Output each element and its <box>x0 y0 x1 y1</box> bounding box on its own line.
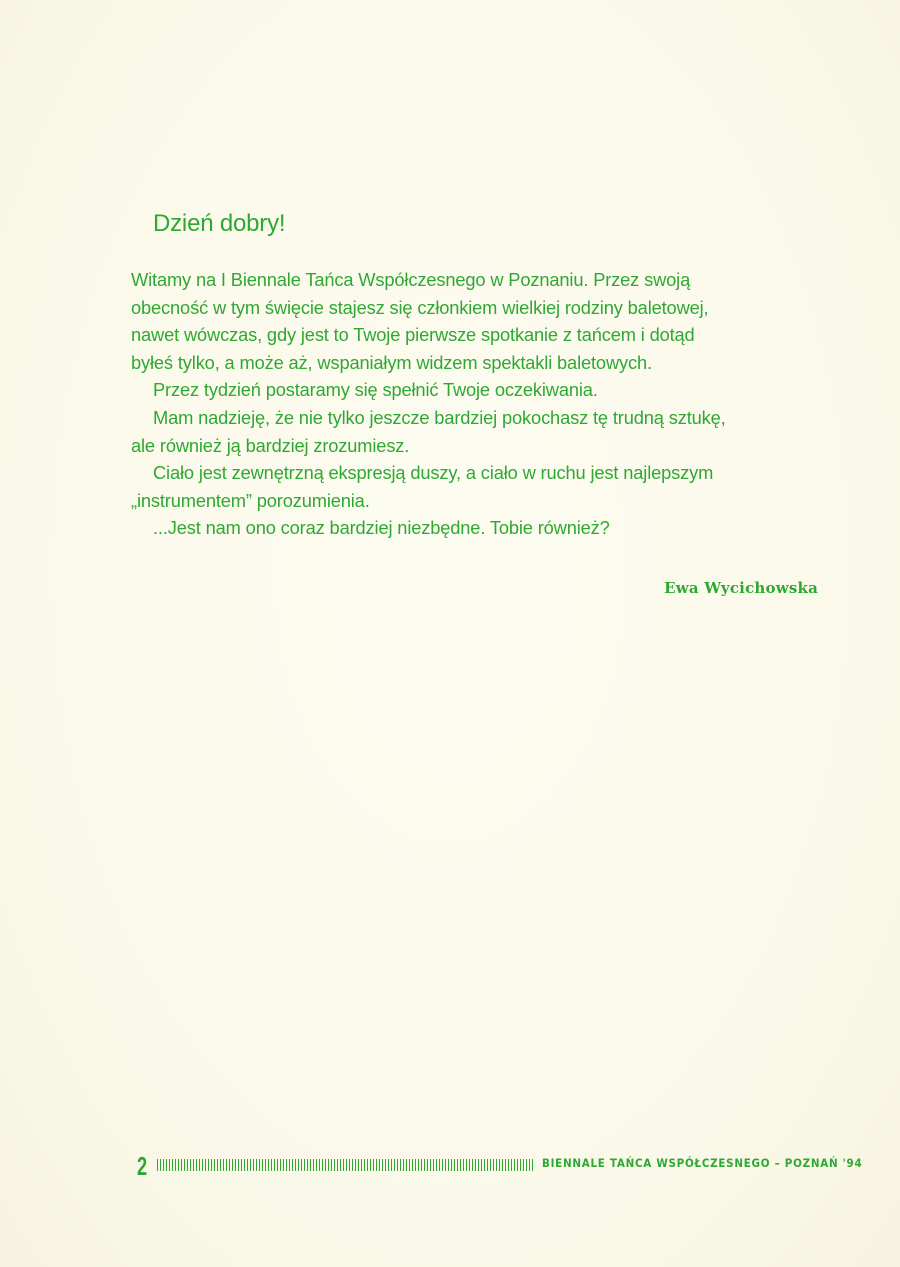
decorative-rule <box>157 1159 535 1171</box>
letter <box>131 210 831 542</box>
letter-line: Mam nadzieję, że nie tylko jeszcze bardziej pokochasz tę trudną sztukę, <box>153 406 726 428</box>
letter-line: Ciało jest zewnętrzną ekspresją duszy, a ciało w ruchu jest najlepszym <box>153 462 714 484</box>
letter-line: obecność w tym święcie stajesz się członkiem wielkiej rodziny baletowej, <box>131 296 709 318</box>
letter-line: ale również ją bardziej zrozumiesz. <box>131 434 410 456</box>
letter-line: „instrumentem” porozumienia. <box>131 489 370 511</box>
letter-line: nawet wówczas, gdy jest to Twoje pierwsze spotkanie z tańcem i dotąd <box>131 324 695 346</box>
running-footer-title: BIENNALE TAŃCA WSPÓŁCZESNEGO – POZNAŃ '94 <box>542 1156 863 1170</box>
letter-line: Przez tydzień postaramy się spełnić Twoje oczekiwania. <box>153 379 598 401</box>
letter-body <box>131 266 831 542</box>
letter-line: byłeś tylko, a może aż, wspaniałym widzem spektakli baletowych. <box>131 351 652 373</box>
page-footer <box>137 1151 863 1181</box>
letter-line: ...Jest nam ono coraz bardziej niezbędne. Tobie również? <box>153 517 610 539</box>
greeting: Dzień dobry! <box>153 210 286 237</box>
signature: Ewa Wycichowska <box>664 579 818 597</box>
letter-line: Witamy na I Biennale Tańca Współczesnego w Poznaniu. Przez swoją <box>131 269 691 290</box>
page-number: 2 <box>137 1151 148 1181</box>
